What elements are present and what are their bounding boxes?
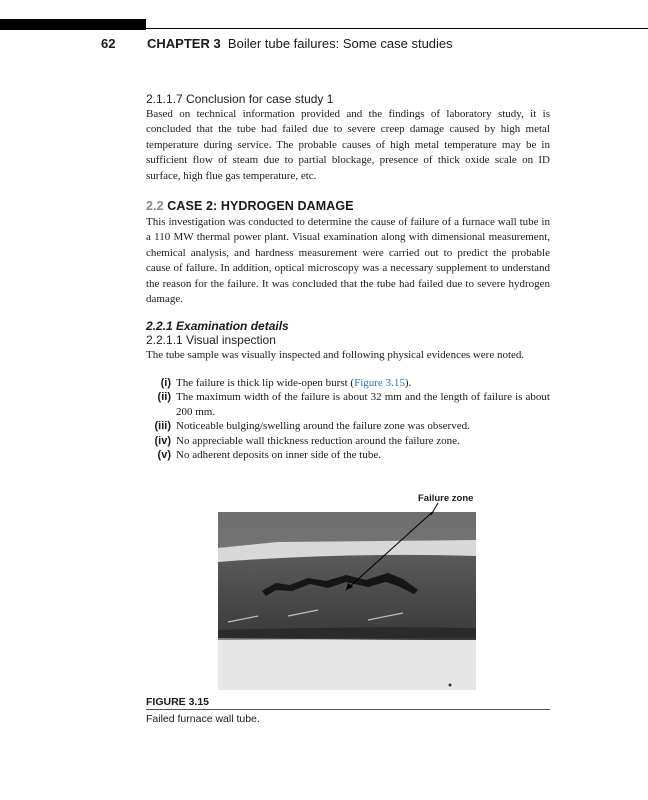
figure-caption-rule [146, 709, 550, 710]
conclusion-heading: 2.1.1.7 Conclusion for case study 1 [146, 92, 334, 106]
figure-callout-label: Failure zone [418, 493, 474, 504]
chapter-title [147, 36, 453, 51]
case2-title: CASE 2: HYDROGEN DAMAGE [167, 199, 354, 214]
header-rule [146, 28, 648, 29]
photo-speck [449, 684, 452, 687]
callout-pointer-top [380, 503, 440, 515]
list-text: The maximum width of the failure is about 32 mm and the length of failure is about 200 mm. [176, 391, 550, 418]
case2-number: 2.2 [146, 199, 164, 214]
page-content [146, 92, 550, 463]
list-label: (iv) [154, 434, 171, 447]
list-label: (i) [160, 376, 171, 389]
chapter-label: CHAPTER 3 [147, 36, 221, 51]
visual-inspection-intro: The tube sample was visually inspected and following physical evidences were noted. [146, 349, 525, 362]
failed-tube-photo [218, 512, 476, 690]
conclusion-paragraph: Based on technical information provided and the findings of laboratory study, it is concluded that the tube had failed due to severe creep damage caused by high metal temperature during service. The probable causes of high metal temperature may be in sufficient flow of steam due to partial blockage, presence of thick oxide scale on ID surface, high flue gas temperature, etc. [146, 108, 550, 182]
figure-reference-link[interactable]: Figure 3.15 [354, 376, 405, 389]
list-label: (v) [157, 449, 171, 462]
figure-caption: Failed furnace wall tube. [146, 713, 260, 725]
chapter-subtitle: Boiler tube failures: Some case studies [227, 36, 453, 51]
list-text-part: ). [404, 376, 412, 389]
tube-body [218, 555, 476, 640]
page-number: 62 [101, 36, 116, 51]
header-black-bar [0, 19, 146, 30]
list-text: Noticeable bulging/swelling around the failure zone was observed. [176, 420, 470, 433]
case2-heading [146, 199, 550, 213]
list-text: No adherent deposits on inner side of the tube. [176, 449, 381, 462]
evidence-list [146, 376, 550, 463]
list-item [146, 434, 550, 449]
visual-inspection-heading: 2.2.1.1 Visual inspection [146, 333, 276, 348]
list-text [176, 376, 550, 391]
list-item [146, 419, 550, 434]
figure-label: FIGURE 3.15 [146, 696, 210, 708]
list-item [146, 376, 550, 391]
table-surface [218, 638, 476, 690]
list-text: No appreciable wall thickness reduction around the failure zone. [176, 434, 460, 447]
examination-heading: 2.2.1 Examination details [146, 319, 289, 334]
case2-paragraph: This investigation was conducted to determine the cause of failure of a furnace wall tube in a 110 MW thermal power plant. Visual examination along with dimensional measurement, chemical analysis, and hardness measurement were carried out to predict the probable cause of failure. In addition, optical microscopy was a necessary supplement to understand the reason for the failure. It was concluded that the tube had failed due to severe hydrogen damage. [146, 216, 550, 306]
list-label: (iii) [154, 420, 171, 433]
list-item [146, 448, 550, 463]
list-label: (ii) [157, 391, 171, 404]
list-text-part: The failure is thick lip wide-open burst ( [176, 376, 355, 389]
list-item [146, 390, 550, 419]
